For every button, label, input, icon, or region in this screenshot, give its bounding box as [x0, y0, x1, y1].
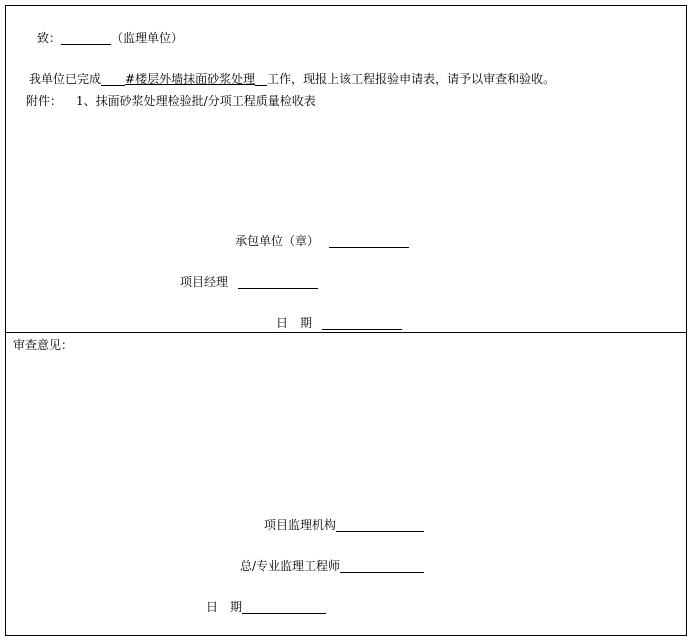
project-manager-blank[interactable] [238, 276, 318, 289]
attachment-label: 附件： [26, 94, 63, 108]
supervision-org-blank[interactable] [336, 519, 424, 532]
addressee-suffix: （监理单位） [111, 31, 184, 45]
project-manager-label: 项目经理 [180, 275, 229, 289]
engineer-blank[interactable] [340, 560, 424, 573]
project-manager-line [180, 275, 318, 289]
statement-pad-right [255, 73, 267, 86]
lower-date-line [206, 600, 326, 614]
review-opinion-label: 审查意见： [13, 338, 74, 352]
supervision-org-label: 项目监理机构 [264, 518, 337, 532]
engineer-label: 总/专业监理工程师 [240, 559, 341, 573]
addressee-prefix: 致： [37, 31, 62, 45]
upper-date-label: 日 期 [276, 316, 313, 330]
section-divider [5, 332, 687, 333]
engineer-line [240, 559, 424, 573]
addressee-line [37, 31, 183, 45]
upper-date-blank[interactable] [322, 317, 402, 330]
upper-date-line [276, 316, 402, 330]
statement-work-item: #楼层外墙抹面砂浆处理 [125, 72, 256, 86]
lower-date-blank[interactable] [242, 601, 326, 614]
lower-date-label: 日 期 [206, 600, 243, 614]
contractor-line [235, 234, 409, 248]
statement-prefix: 我单位已完成 [29, 72, 102, 86]
addressee-blank[interactable] [61, 32, 111, 45]
attachment-line [26, 94, 316, 108]
statement-pad-left [101, 73, 125, 86]
contractor-label: 承包单位（章） [235, 234, 320, 248]
contractor-seal-blank[interactable] [329, 235, 409, 248]
attachment-item: 1、抹面砂浆处理检验批/分项工程质量检收表 [76, 94, 316, 108]
statement-line [29, 72, 555, 86]
statement-suffix: 工作，现报上该工程报验申请表，请予以审查和验收。 [267, 72, 556, 86]
supervision-org-line [264, 518, 424, 532]
